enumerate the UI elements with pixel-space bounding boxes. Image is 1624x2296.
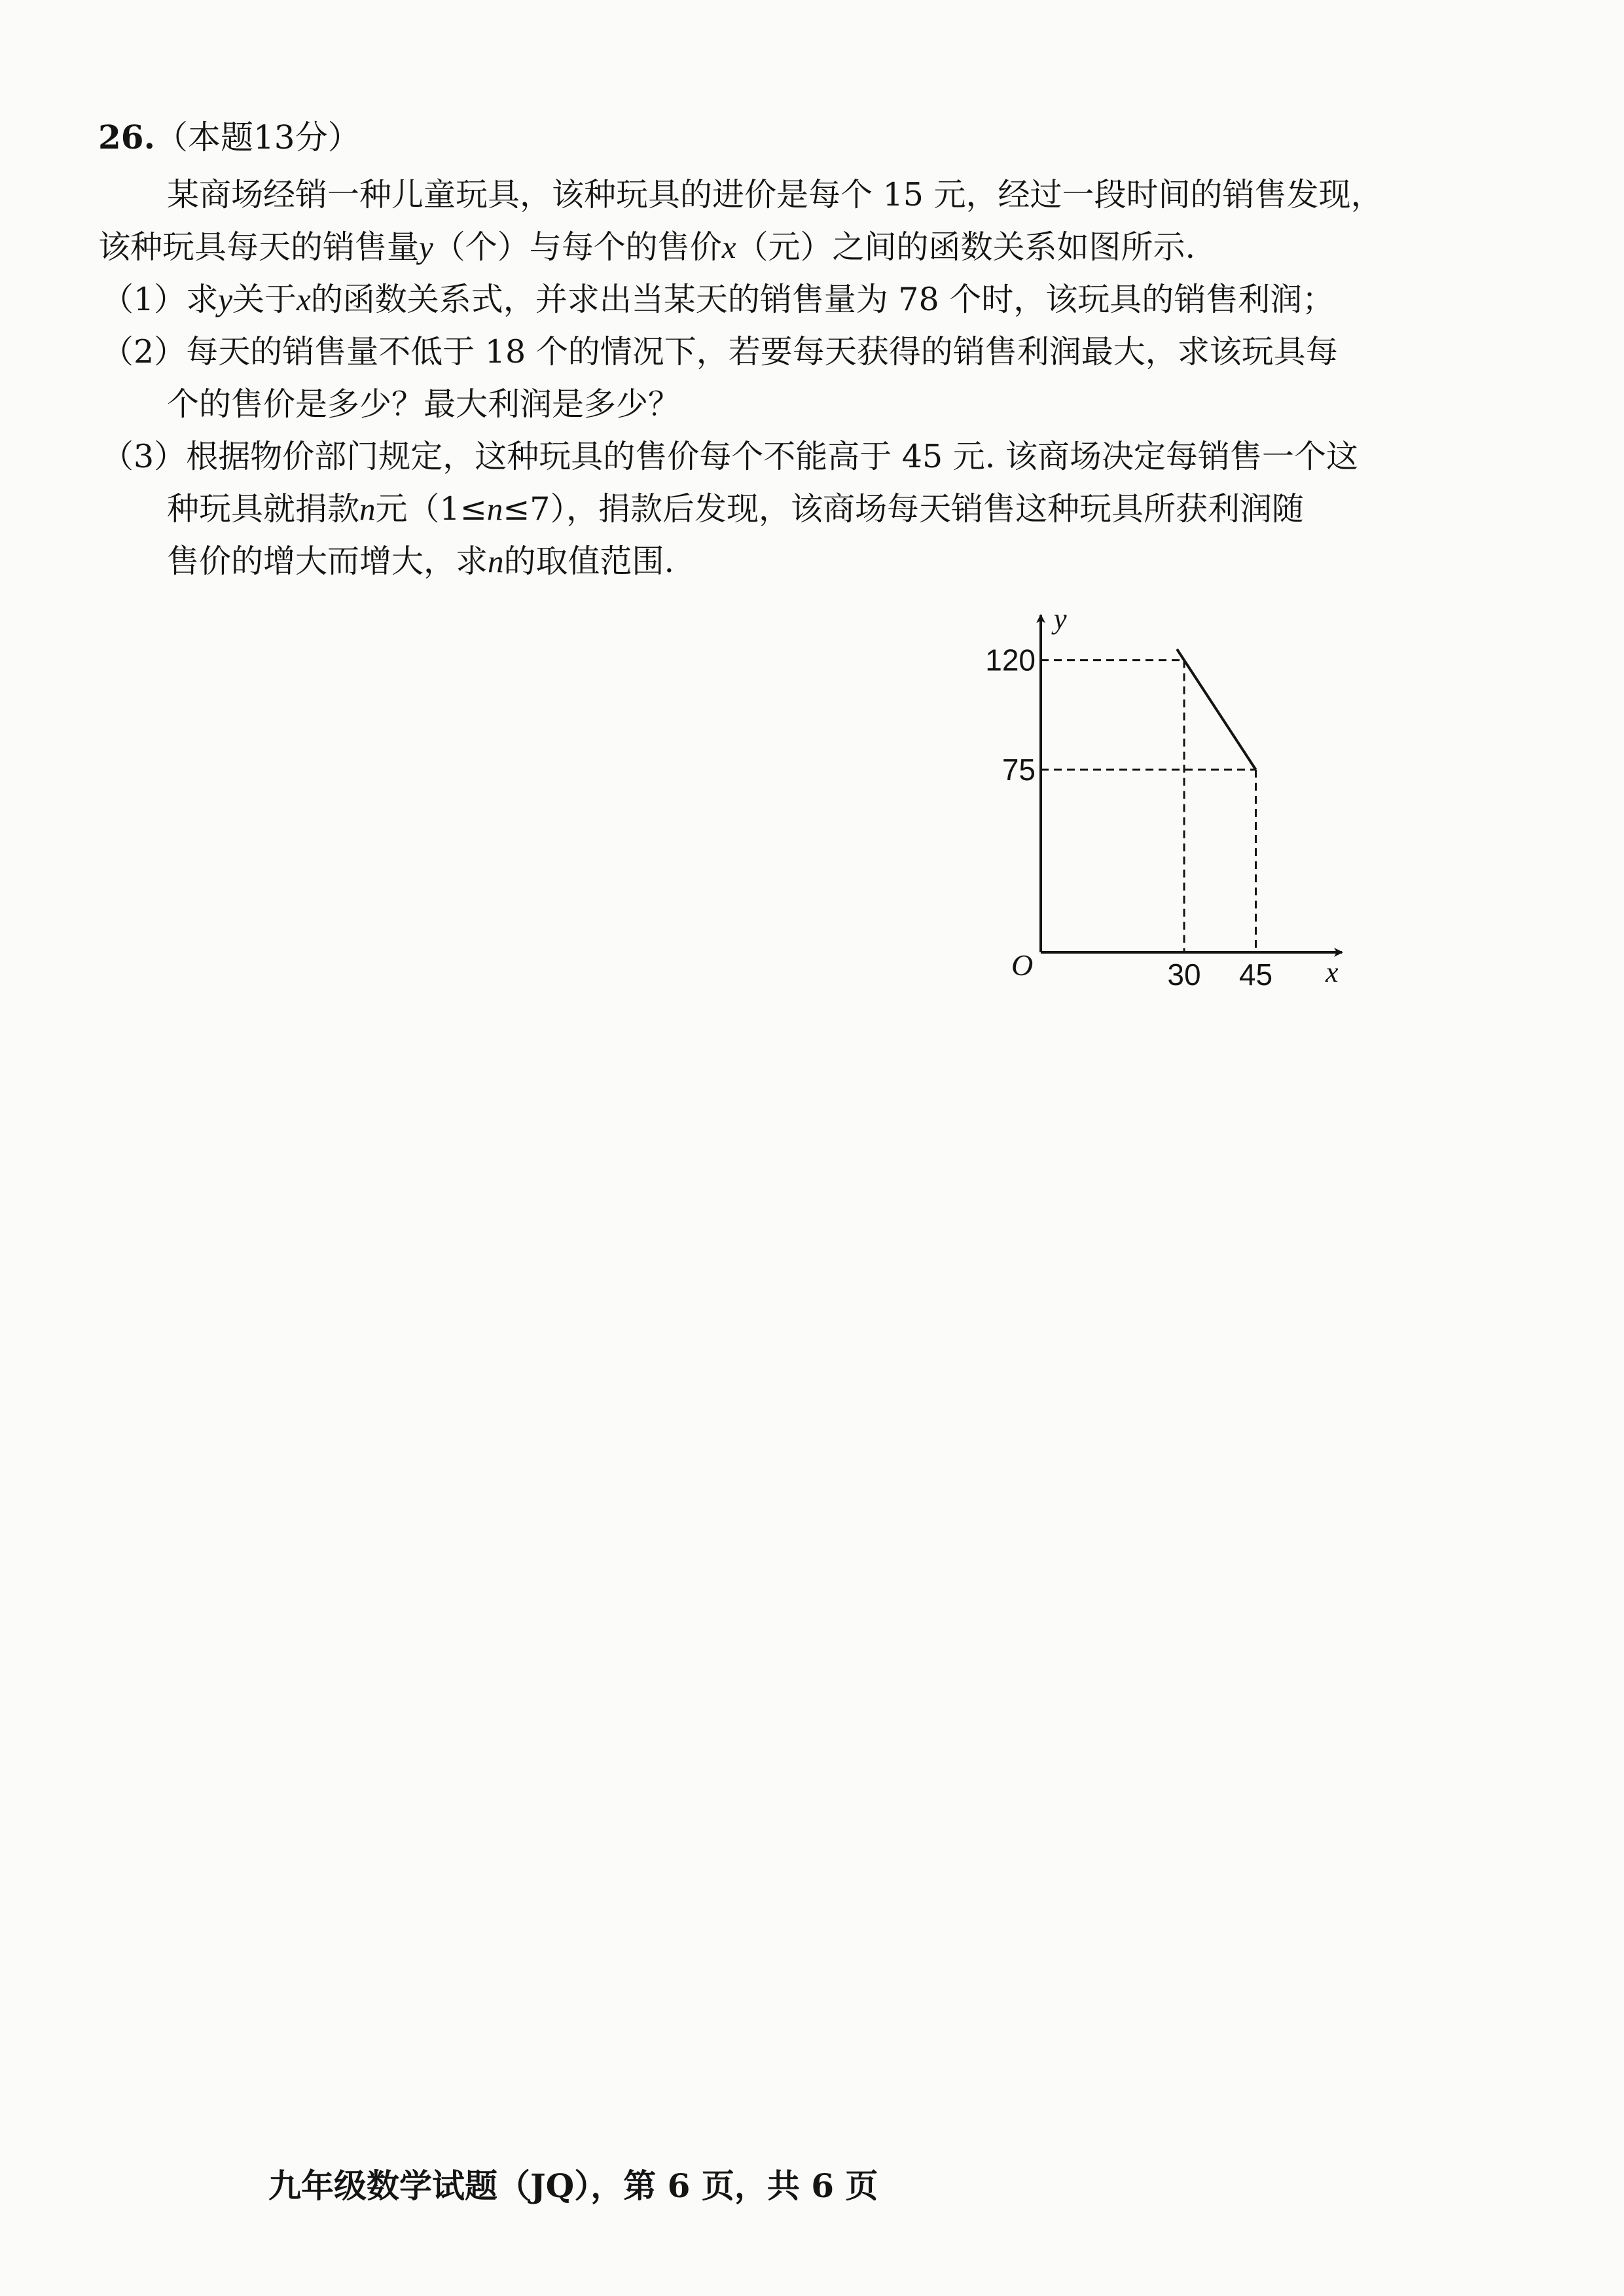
part-3-label: （3）	[101, 438, 187, 475]
function-graph	[949, 589, 1407, 1014]
part-2-line-1: （2）每天的销售量不低于 18 个的情况下，若要每天获得的销售利润最大，求该玩具每	[101, 333, 1338, 370]
y-axis-label: y	[1054, 603, 1067, 635]
line-segment	[1184, 660, 1256, 770]
y-tick-label-120: 120	[985, 643, 1036, 677]
var-x: x	[721, 229, 736, 265]
origin-label: O	[1011, 948, 1034, 982]
part-3-line-3: 售价的增大而增大，求n的取值范围.	[167, 543, 675, 580]
part-3-line-1: （3）根据物价部门规定，这种玩具的售价每个不能高于 45 元. 该商场决定每销售一个这	[101, 438, 1358, 475]
question-header	[98, 111, 361, 158]
x-axis-label: x	[1326, 956, 1339, 988]
var-y: y	[419, 229, 433, 265]
part-2-label: （2）	[101, 333, 187, 370]
y-tick-label-75: 75	[1001, 753, 1036, 787]
x-tick-label-30: 30	[1167, 958, 1201, 992]
line-extension	[1177, 649, 1184, 660]
question-points: （本题13分）	[155, 118, 361, 156]
guide-lines	[1041, 660, 1256, 952]
part-3-line-2: 种玩具就捐款n元（1≤n≤7），捐款后发现，该商场每天销售这种玩具所获利润随	[167, 490, 1304, 528]
part-2-line-2: 个的售价是多少？最大利润是多少？	[167, 386, 681, 423]
var-n: n	[359, 491, 376, 527]
x-tick-label-45: 45	[1238, 958, 1273, 992]
part-1-label: （1）	[101, 281, 187, 318]
intro-line-2: 该种玩具每天的销售量y（个）与每个的售价x（元）之间的函数关系如图所示.	[98, 228, 1196, 266]
page-footer: 九年级数学试题（JQ），第 6 页，共 6 页	[268, 2166, 878, 2205]
question-number: 26.	[98, 118, 155, 156]
part-1: （1）求y关于x的函数关系式，并求出当某天的销售量为 78 个时，该玩具的销售利润；	[101, 281, 1335, 318]
intro-line-1: 某商场经销一种儿童玩具，该种玩具的进价是每个 15 元，经过一段时间的销售发现，	[167, 176, 1383, 213]
